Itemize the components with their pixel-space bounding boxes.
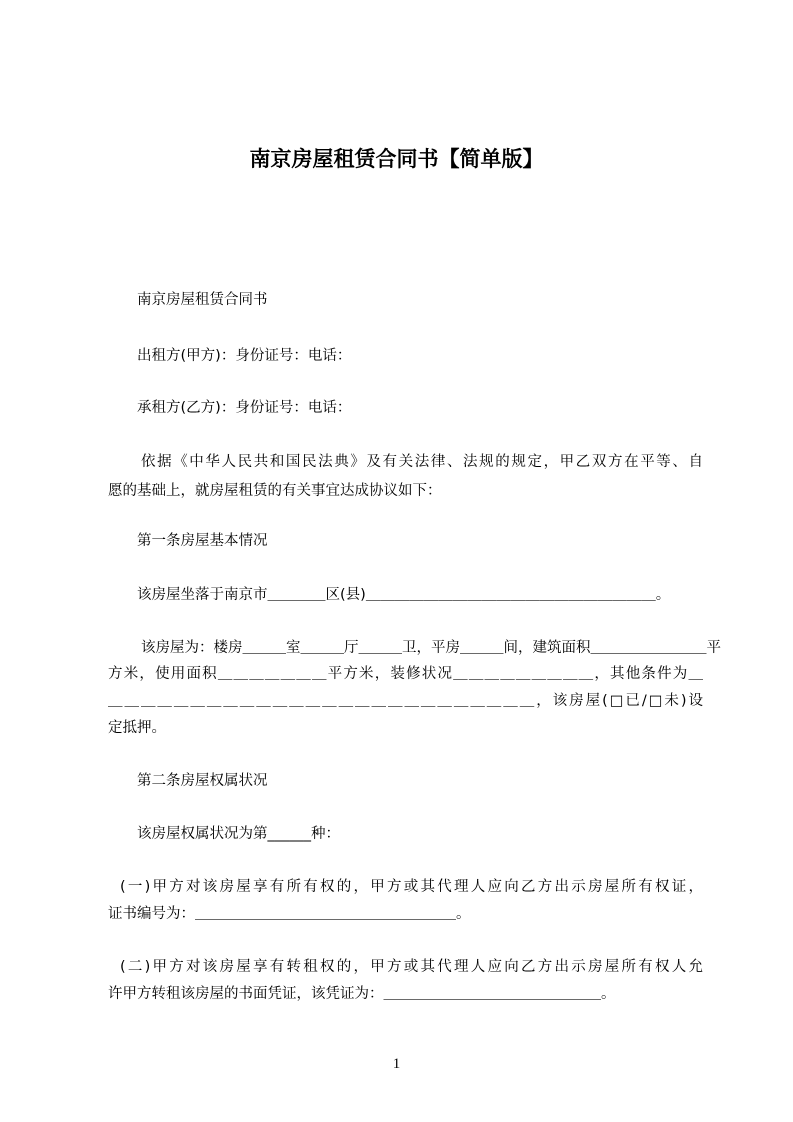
house-details-line-3: ＿＿＿＿＿＿＿＿＿＿＿＿＿＿＿＿＿＿＿＿＿＿＿＿＿＿，该房屋(□已/□未)设: [108, 693, 703, 709]
house-details-line-4: 定抵押。: [108, 720, 166, 736]
article-2-heading: 第二条房屋权属状况: [137, 773, 268, 789]
preamble-line-1: 依据《中华人民共和国民法典》及有关法律、法规的规定，甲乙双方在平等、自: [141, 454, 703, 470]
article-1-heading: 第一条房屋基本情况: [137, 533, 268, 549]
ownership-type-line: 该房屋权属状况为第______种：: [137, 826, 340, 842]
page-number: 1: [392, 1056, 401, 1072]
contract-heading: 南京房屋租赁合同书: [137, 292, 268, 308]
lessee-line: 承租方(乙方)：身份证号：电话：: [137, 400, 352, 416]
ownership-clause-2-line-1: (二)甲方对该房屋享有转租权的，甲方或其代理人应向乙方出示房屋所有权人允: [120, 959, 703, 975]
ownership-clause-1-line-2: 证书编号为：＿＿＿＿＿＿＿＿＿＿＿＿＿＿＿＿＿＿。: [108, 906, 471, 922]
lessor-line: 出租方(甲方)：身份证号：电话：: [137, 348, 352, 364]
location-line: 该房屋坐落于南京市＿＿＿＿区(县)＿＿＿＿＿＿＿＿＿＿＿＿＿＿＿＿＿＿＿＿。: [137, 587, 671, 603]
document-title: 南京房屋租赁合同书【简单版】: [249, 147, 544, 171]
ownership-clause-2-line-2: 许甲方转租该房屋的书面凭证，该凭证为：＿＿＿＿＿＿＿＿＿＿＿＿＿＿＿。: [108, 986, 616, 1002]
house-details-line-2: 方米，使用面积＿＿＿＿＿＿＿平方米，装修状况＿＿＿＿＿＿＿＿＿，其他条件为＿: [108, 666, 703, 682]
preamble-line-2: 愿的基础上，就房屋租赁的有关事宜达成协议如下：: [108, 483, 442, 499]
ownership-clause-1-line-1: (一)甲方对该房屋享有所有权的，甲方或其代理人应向乙方出示房屋所有权证，: [120, 879, 703, 895]
house-details-line-1: 该房屋为：楼房＿＿＿室＿＿＿厅＿＿＿卫，平房＿＿＿间，建筑面积＿＿＿＿＿＿＿＿平: [141, 640, 721, 656]
